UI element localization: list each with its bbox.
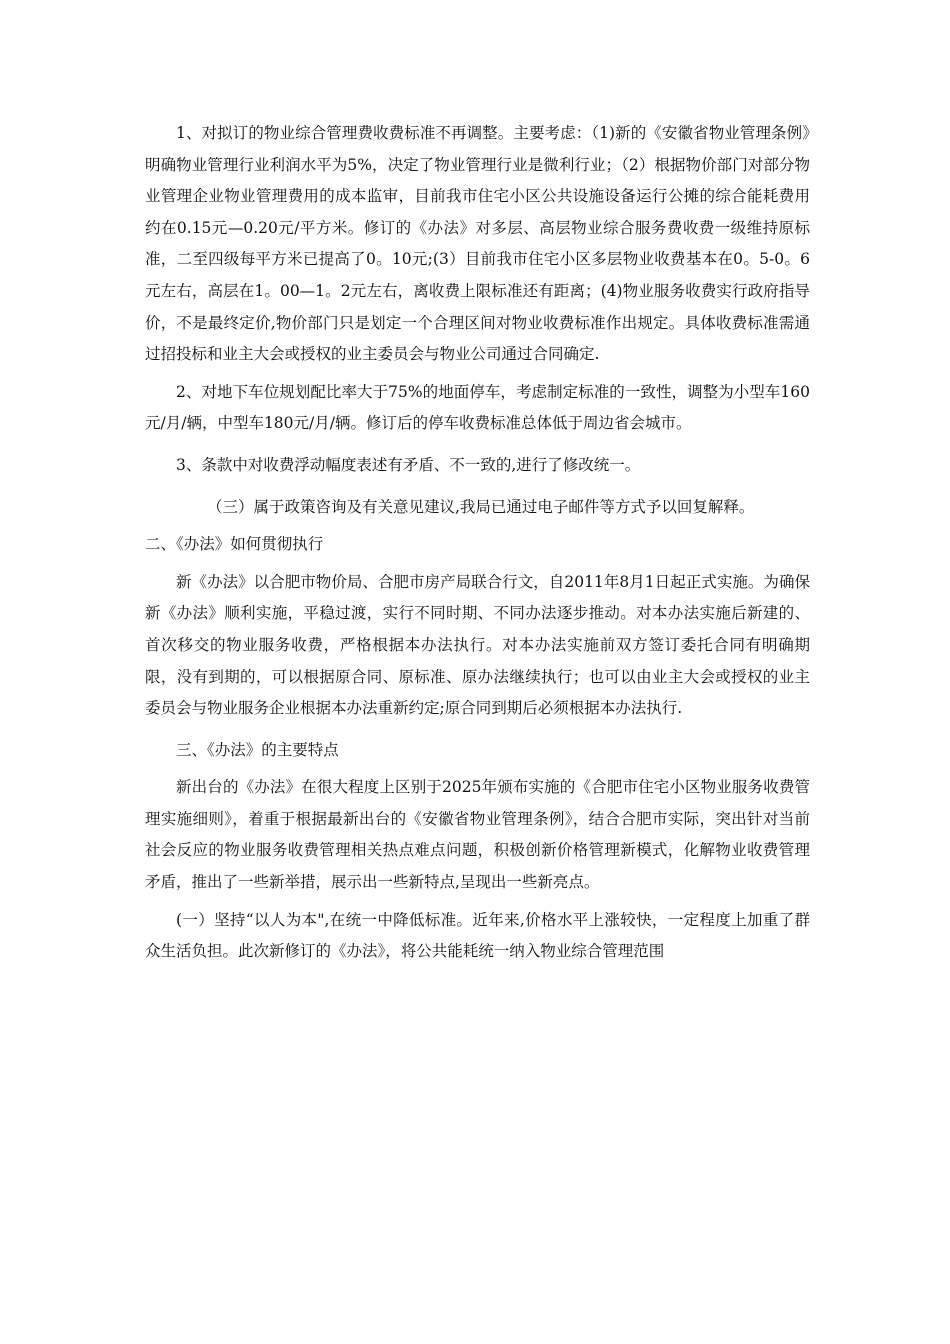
paragraph-item-1: 1、对拟订的物业综合管理费收费标准不再调整。主要考虑：（1)新的《安徽省物业管理条例》明确物业管理行业利润水平为5%，决定了物业管理行业是微利行业；（2）根据物价部门对部分物业管理企业物业管理费用的成本监审，目前我市住宅小区公共设施设备运行公摊的综合能耗费用约在0.15元—0.20元/平方米。修订的《办法》对多层、高层物业综合服务费收费一级维持原标准，二至四级每平方米已提高了0。10元;(3）目前我市住宅小区多层物业收费基本在0。5-0。6元左右，高层在1。00—1。2元左右，离收费上限标准还有距离；(4)物业服务收费实行政府指导价，不是最终定价,物价部门只是划定一个合理区间对物业收费标准作出规定。具体收费标准需通过招投标和业主大会或授权的业主委员会与物业公司通过合同确定. — [145, 124, 810, 364]
section-heading-features: 三、《办法》的主要特点 — [176, 740, 339, 759]
paragraph-item-6: 新《办法》以合肥市物价局、合肥市房产局联合行文，自2011年8月1日起正式实施。为确保新《办法》顺利实施，平稳过渡，实行不同时期、不同办法逐步推动。对本办法实施后新建的、首次移交的物业服务收费，严格根据本办法执行。对本办法实施前双方签订委托合同有明确期限，没有到期的，可以根据原合同、原标准、原办法继续执行；也可以由业主大会或授权的业主委员会与物业服务企业根据本办法重新约定;原合同到期后必须根据本办法执行. — [145, 572, 810, 718]
paragraph-item-9: (一）坚持“以人为本",在统一中降低标准。近年来,价格水平上涨较快，一定程度上加重了群众生活负担。此次新修订的《办法》，将公共能耗统一纳入物业综合管理范围 — [145, 910, 810, 961]
paragraph-item-2: 2、对地下车位规划配比率大于75%的地面停车，考虑制定标准的一致性，调整为小型车160元/月/辆，中型车180元/月/辆。修订后的停车收费标准总体低于周边省会城市。 — [145, 382, 810, 433]
paragraph-item-4: （三）属于政策咨询及有关意见建议,我局已通过电子邮件等方式予以回复解释。 — [207, 497, 755, 516]
paragraph-item-8: 新出台的《办法》在很大程度上区别于2025年颁布实施的《合肥市住宅小区物业服务收费管理实施细则》，着重于根据最新出台的《安徽省物业管理条例》，结合合肥市实际，突出针对当前社会反应的物业服务收费管理相关热点难点问题，积极创新价格管理新模式，化解物业收费管理矛盾，推出了一些新举措，展示出一些新特点,呈现出一些新亮点。 — [145, 778, 810, 892]
section-heading-implementation: 二、《办法》如何贯彻执行 — [145, 535, 324, 554]
document-page — [145, 118, 810, 968]
paragraph-item-3: 3、条款中对收费浮动幅度表述有矛盾、不一致的,进行了修改统一。 — [176, 455, 641, 474]
